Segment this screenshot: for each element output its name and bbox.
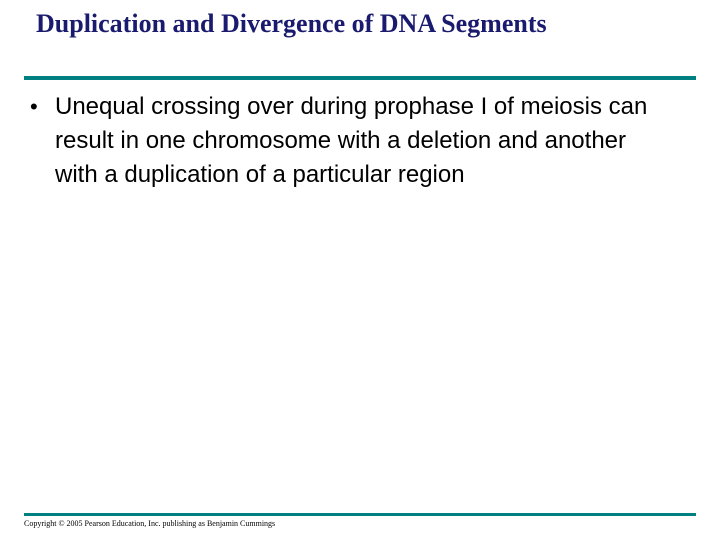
- bullet-text: Unequal crossing over during prophase I of meiosis can result in one chromosome with a deletion and another with a duplication of a particular region: [55, 93, 648, 188]
- slide-title: Duplication and Divergence of DNA Segments: [36, 9, 547, 38]
- footer-divider: [24, 513, 696, 516]
- title-divider: [24, 76, 696, 80]
- bullet-marker: •: [30, 94, 38, 119]
- bullet-list: [30, 90, 650, 192]
- bullet-item: [30, 90, 650, 192]
- copyright-notice: Copyright © 2005 Pearson Education, Inc. publishing as Benjamin Cummings: [24, 519, 276, 528]
